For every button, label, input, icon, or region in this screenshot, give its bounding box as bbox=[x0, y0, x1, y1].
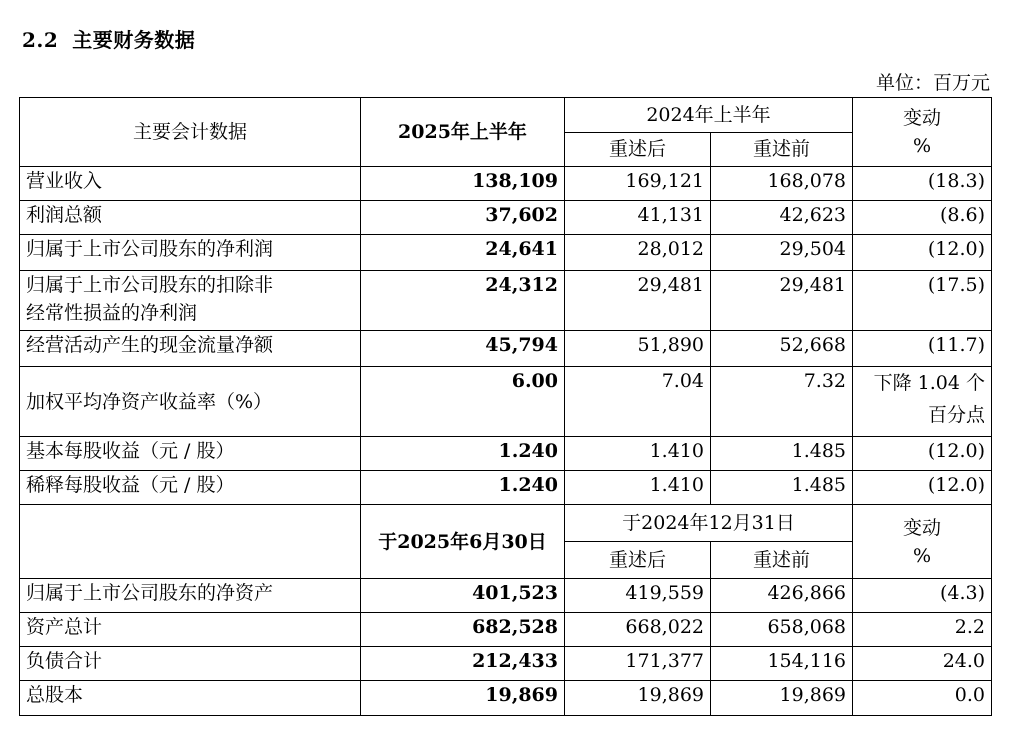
header-row bbox=[20, 505, 992, 542]
row-current: 37,602 bbox=[361, 201, 565, 235]
row-current: 6.00 bbox=[361, 367, 565, 437]
row-change: (11.7) bbox=[853, 331, 992, 367]
row-current: 1.240 bbox=[361, 471, 565, 505]
row-change: (17.5) bbox=[853, 271, 992, 331]
table-row bbox=[20, 331, 992, 367]
financial-data-table bbox=[19, 97, 992, 716]
row-before: 1.485 bbox=[711, 437, 853, 471]
row-change: 0.0 bbox=[853, 681, 992, 716]
row-restated: 28,012 bbox=[565, 235, 711, 271]
table-row bbox=[20, 471, 992, 505]
row-label: 加权平均净资产收益率（%） bbox=[20, 367, 361, 437]
row-before: 1.485 bbox=[711, 471, 853, 505]
row-current: 401,523 bbox=[361, 579, 565, 613]
row-before: 7.32 bbox=[711, 367, 853, 437]
row-change: 2.2 bbox=[853, 613, 992, 647]
header-restated: 重述后 bbox=[565, 132, 711, 167]
header-change-label: 变动 bbox=[903, 107, 942, 129]
row-label: 营业收入 bbox=[20, 167, 361, 201]
header-current-date: 于2025年6月30日 bbox=[361, 505, 565, 579]
row-label: 基本每股收益（元 / 股） bbox=[20, 437, 361, 471]
row-before: 426,866 bbox=[711, 579, 853, 613]
table-row bbox=[20, 579, 992, 613]
row-current: 212,433 bbox=[361, 647, 565, 681]
table-row bbox=[20, 235, 992, 271]
row-change: 24.0 bbox=[853, 647, 992, 681]
header-label-cell bbox=[20, 505, 361, 579]
row-current: 19,869 bbox=[361, 681, 565, 716]
row-restated: 1.410 bbox=[565, 471, 711, 505]
table-row bbox=[20, 201, 992, 235]
row-change: (12.0) bbox=[853, 235, 992, 271]
header-restated: 重述后 bbox=[565, 542, 711, 579]
header-before-restatement: 重述前 bbox=[711, 542, 853, 579]
header-change-label: 变动 bbox=[903, 516, 942, 539]
row-change-line1: 下降 1.04 个 bbox=[873, 372, 986, 394]
row-before: 168,078 bbox=[711, 167, 853, 201]
row-current: 1.240 bbox=[361, 437, 565, 471]
header-before-restatement: 重述前 bbox=[711, 132, 853, 167]
row-before: 52,668 bbox=[711, 331, 853, 367]
row-restated: 419,559 bbox=[565, 579, 711, 613]
row-restated: 51,890 bbox=[565, 331, 711, 367]
header-change bbox=[853, 505, 992, 579]
row-change bbox=[853, 367, 992, 437]
row-label: 归属于上市公司股东的净利润 bbox=[20, 235, 361, 271]
row-restated: 7.04 bbox=[565, 367, 711, 437]
table-row bbox=[20, 681, 992, 716]
row-before: 154,116 bbox=[711, 647, 853, 681]
row-label: 利润总额 bbox=[20, 201, 361, 235]
row-change: (8.6) bbox=[853, 201, 992, 235]
row-label: 归属于上市公司股东的净资产 bbox=[20, 579, 361, 613]
row-before: 42,623 bbox=[711, 201, 853, 235]
header-prior-date: 于2024年12月31日 bbox=[565, 505, 853, 542]
row-label-line2: 经常性损益的净利润 bbox=[26, 302, 198, 324]
table-row bbox=[20, 437, 992, 471]
row-label bbox=[20, 271, 361, 331]
header-change-unit: % bbox=[912, 135, 932, 157]
row-before: 29,504 bbox=[711, 235, 853, 271]
table-row bbox=[20, 647, 992, 681]
row-restated: 169,121 bbox=[565, 167, 711, 201]
row-label: 经营活动产生的现金流量净额 bbox=[20, 331, 361, 367]
table-row bbox=[20, 367, 992, 437]
row-change: (12.0) bbox=[853, 471, 992, 505]
row-restated: 29,481 bbox=[565, 271, 711, 331]
header-current-period: 2025年上半年 bbox=[361, 98, 565, 167]
row-label: 负债合计 bbox=[20, 647, 361, 681]
header-prior-period: 2024年上半年 bbox=[565, 98, 853, 133]
section-title: 主要财务数据 bbox=[72, 28, 196, 52]
row-current: 138,109 bbox=[361, 167, 565, 201]
row-label: 稀释每股收益（元 / 股） bbox=[20, 471, 361, 505]
header-row bbox=[20, 98, 992, 133]
row-change-line2: 百分点 bbox=[928, 404, 986, 426]
row-current: 45,794 bbox=[361, 331, 565, 367]
row-change: (4.3) bbox=[853, 579, 992, 613]
row-change: (18.3) bbox=[853, 167, 992, 201]
table-row bbox=[20, 167, 992, 201]
section-heading bbox=[22, 24, 195, 53]
row-restated: 668,022 bbox=[565, 613, 711, 647]
table-row bbox=[20, 613, 992, 647]
header-label-cell: 主要会计数据 bbox=[20, 98, 361, 167]
row-current: 24,641 bbox=[361, 235, 565, 271]
row-before: 29,481 bbox=[711, 271, 853, 331]
row-restated: 19,869 bbox=[565, 681, 711, 716]
row-restated: 41,131 bbox=[565, 201, 711, 235]
row-label: 资产总计 bbox=[20, 613, 361, 647]
row-label-line1: 归属于上市公司股东的扣除非 bbox=[26, 274, 274, 296]
row-before: 658,068 bbox=[711, 613, 853, 647]
header-change-unit: % bbox=[912, 544, 932, 567]
row-change: (12.0) bbox=[853, 437, 992, 471]
row-restated: 171,377 bbox=[565, 647, 711, 681]
header-change bbox=[853, 98, 992, 167]
row-before: 19,869 bbox=[711, 681, 853, 716]
row-current: 682,528 bbox=[361, 613, 565, 647]
row-restated: 1.410 bbox=[565, 437, 711, 471]
row-current: 24,312 bbox=[361, 271, 565, 331]
section-number: 2.2 bbox=[22, 28, 59, 52]
row-label: 总股本 bbox=[20, 681, 361, 716]
table-row bbox=[20, 271, 992, 331]
unit-note: 单位：百万元 bbox=[875, 72, 990, 94]
